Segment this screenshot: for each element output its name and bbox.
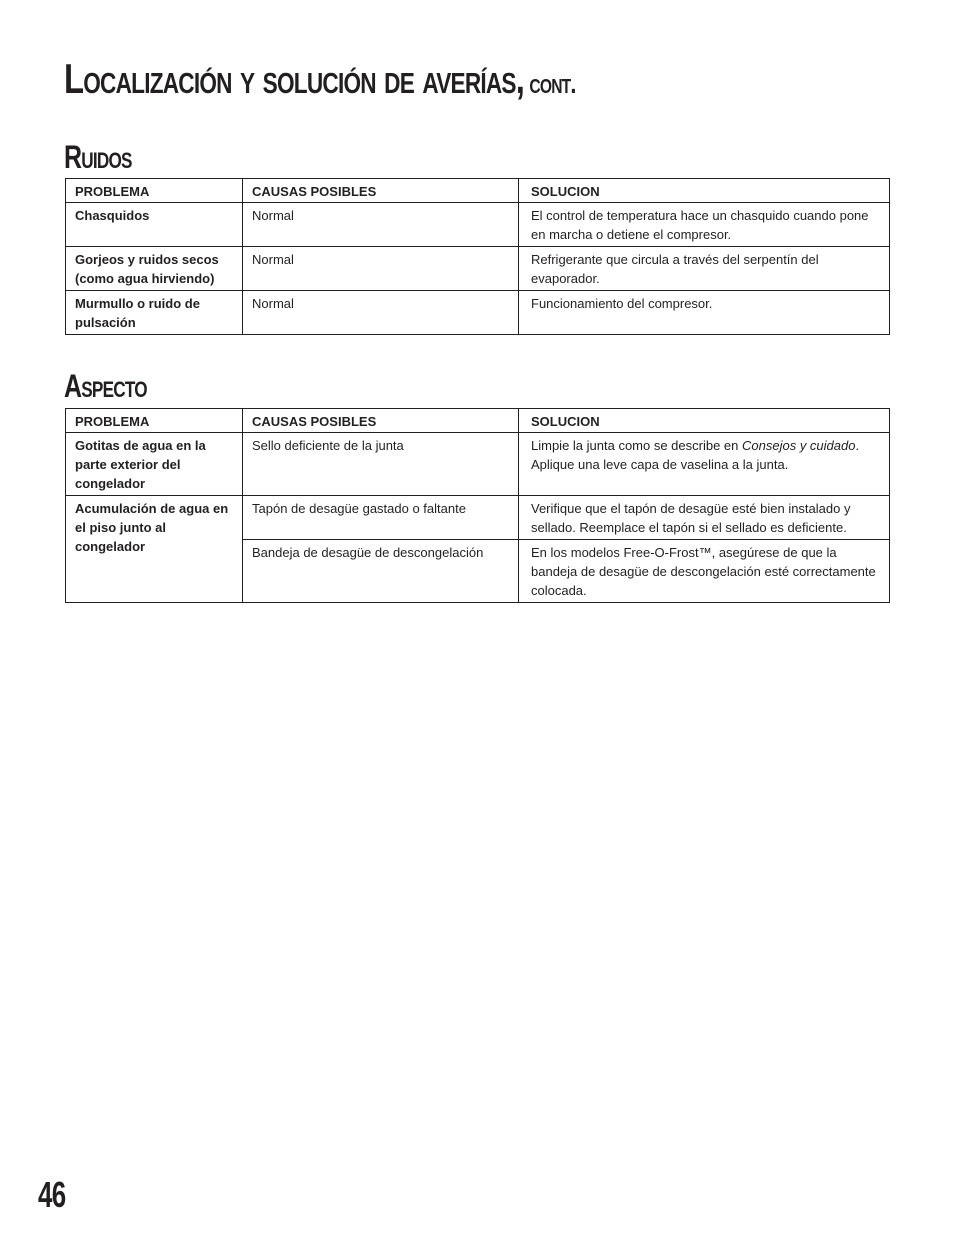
section-heading-aspecto: Aspecto (64, 368, 147, 404)
solution-cell: Refrigerante que circula a través del serpentín del evaporador. (519, 247, 890, 291)
cause-cell: Tapón de desagüe gastado o faltante (243, 496, 519, 540)
problem-cell: Gorjeos y ruidos secos (como agua hirviendo) (66, 247, 243, 291)
page-title-main: Localización y solución de averías, (64, 55, 525, 102)
solution-cell: Funcionamiento del compresor. (519, 291, 890, 335)
solution-cell: En los modelos Free-O-Frost™, asegúrese de que la bandeja de desagüe de descongelación esté correctamente colocada. (519, 540, 890, 603)
page-number: 46 (38, 1174, 66, 1215)
ruidos-table (65, 178, 890, 335)
table-row (66, 433, 890, 496)
column-header-problema: PROBLEMA (66, 409, 243, 433)
cause-cell: Bandeja de desagüe de descongelación (243, 540, 519, 603)
cause-cell: Normal (243, 291, 519, 335)
solution-reference: Consejos y cuidado (742, 438, 856, 453)
solution-text: . Aplique una leve capa de vaselina a la junta. (531, 438, 860, 472)
table-row (66, 203, 890, 247)
column-header-problema: PROBLEMA (66, 179, 243, 203)
table-header-row (66, 179, 890, 203)
table-row (66, 496, 890, 540)
solution-cell (519, 433, 890, 496)
problem-cell: Acumulación de agua en el piso junto al congelador (66, 496, 243, 603)
solution-cell: El control de temperatura hace un chasquido cuando pone en marcha o detiene el compresor. (519, 203, 890, 247)
aspecto-table (65, 408, 890, 603)
column-header-causas: CAUSAS POSIBLES (243, 409, 519, 433)
table-row (66, 247, 890, 291)
column-header-solucion: SOLUCION (519, 179, 890, 203)
cause-cell: Sello deficiente de la junta (243, 433, 519, 496)
table-row (66, 291, 890, 335)
solution-cell: Verifique que el tapón de desagüe esté bien instalado y sellado. Reemplace el tapón si el sellado es deficiente. (519, 496, 890, 540)
column-header-solucion: SOLUCION (519, 409, 890, 433)
section-heading-ruidos: Ruidos (64, 139, 132, 175)
table-header-row (66, 409, 890, 433)
problem-cell: Chasquidos (66, 203, 243, 247)
problem-cell: Gotitas de agua en la parte exterior del congelador (66, 433, 243, 496)
problem-cell: Murmullo o ruido de pulsación (66, 291, 243, 335)
page-title (64, 56, 576, 107)
page-title-cont: cont. (524, 68, 576, 99)
column-header-causas: CAUSAS POSIBLES (243, 179, 519, 203)
cause-cell: Normal (243, 203, 519, 247)
solution-text: Limpie la junta como se describe en (531, 438, 743, 453)
cause-cell: Normal (243, 247, 519, 291)
